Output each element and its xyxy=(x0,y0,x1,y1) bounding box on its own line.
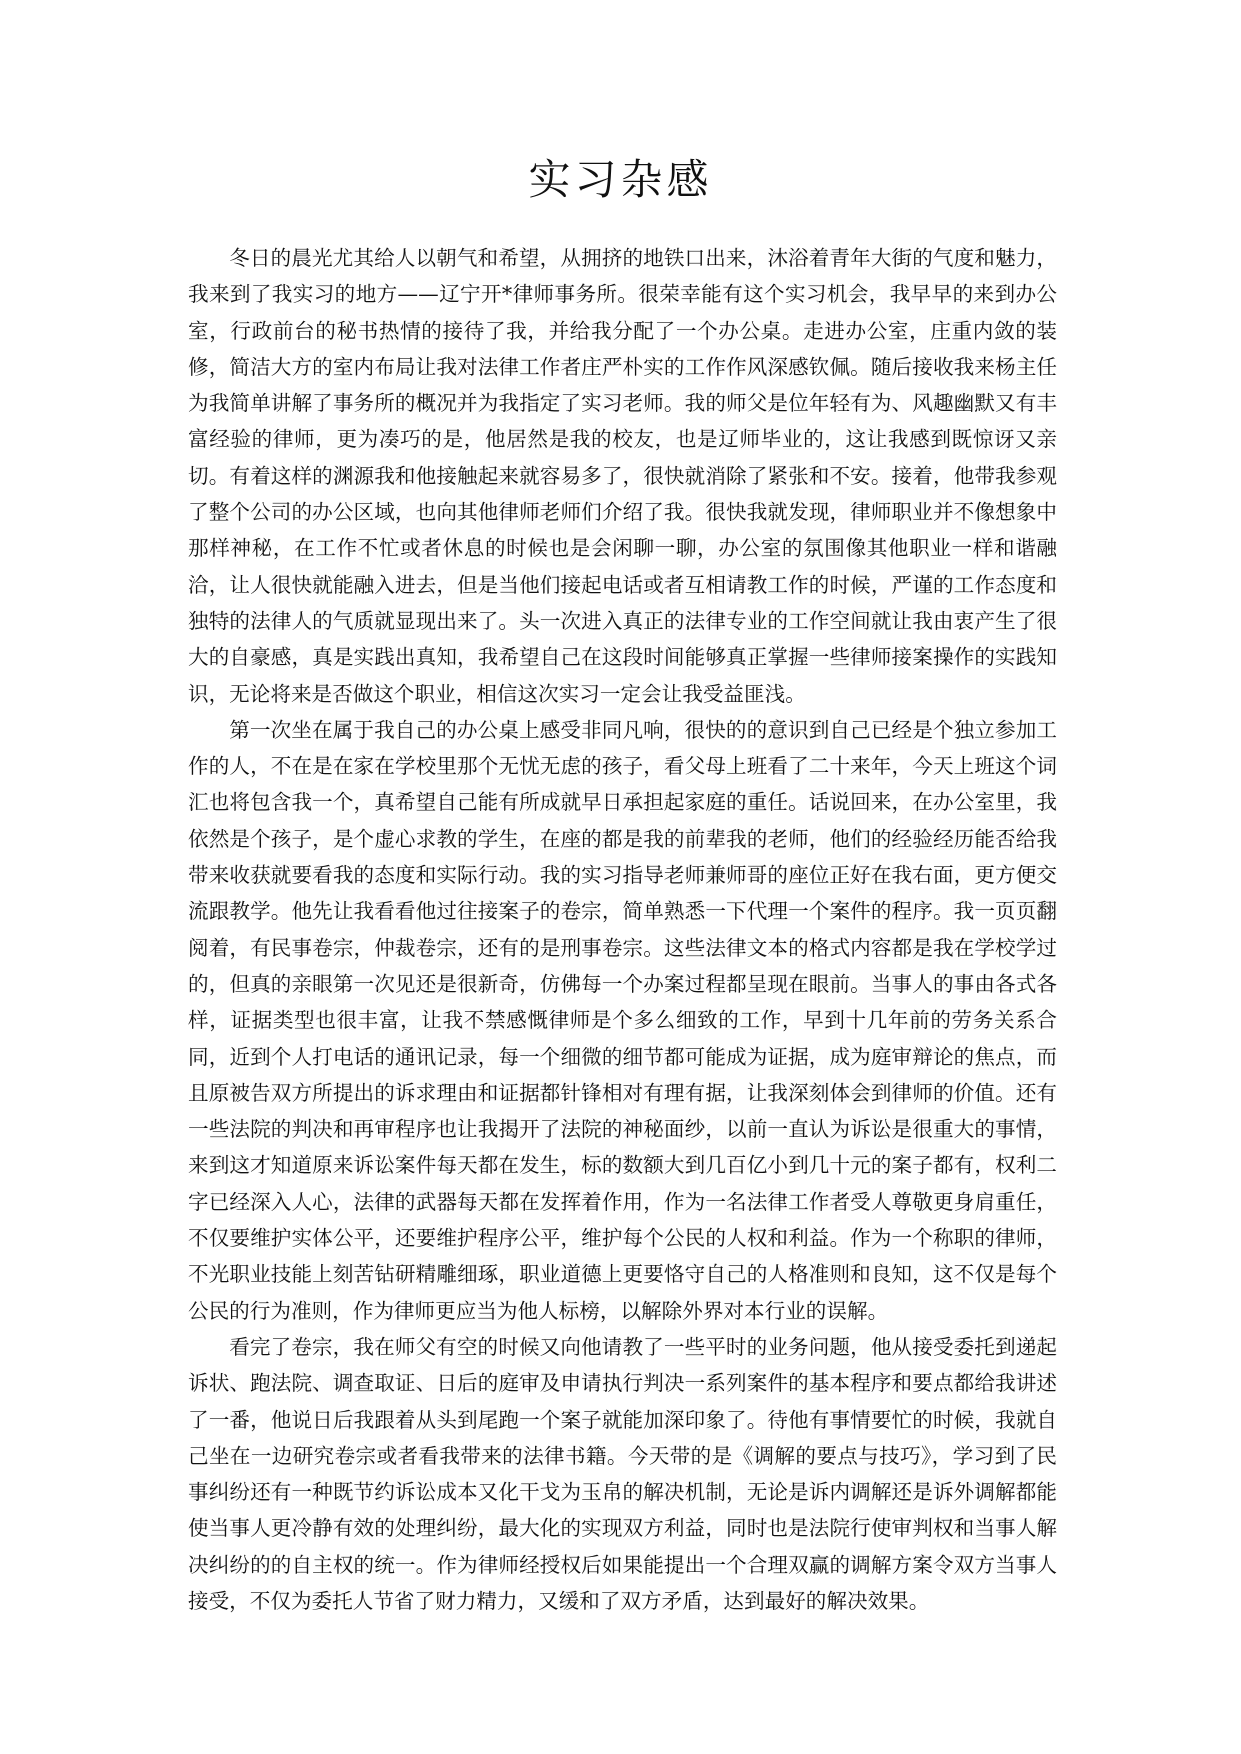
paragraph: 看完了卷宗，我在师父有空的时候又向他请教了一些平时的业务问题，他从接受委托到递起诉状、跑法院、调查取证、日后的庭审及申请执行判决一系列案件的基本程序和要点都给我讲述了一番，他说日后我跟着从头到尾跑一个案子就能加深印象了。待他有事情要忙的时候，我就自己坐在一边研究卷宗或者看我带来的法律书籍。今天带的是《调解的要点与技巧》，学习到了民事纠纷还有一种既节约诉讼成本又化干戈为玉帛的解决机制，无论是诉内调解还是诉外调解都能使当事人更冷静有效的处理纠纷，最大化的实现双方利益，同时也是法院行使审判权和当事人解决纠纷的的自主权的统一。作为律师经授权后如果能提出一个合理双赢的调解方案令双方当事人接受，不仅为委托人节省了财力精力，又缓和了双方矛盾，达到最好的解决效果。 xyxy=(188,1334,1057,1613)
paragraph: 第一次坐在属于我自己的办公桌上感受非同凡响，很快的的意识到自己已经是个独立参加工作的人，不在是在家在学校里那个无忧无虑的孩子，看父母上班看了二十来年，今天上班这个词汇也将包含我一个，真希望自己能有所成就早日承担起家庭的重任。话说回来，在办公室里，我依然是个孩子，是个虚心求教的学生，在座的都是我的前辈我的老师，他们的经验经历能否给我带来收获就要看我的态度和实际行动。我的实习指导老师兼师哥的座位正好在我右面，更方便交流跟教学。他先让我看看他过往接案子的卷宗，简单熟悉一下代理一个案件的程序。我一页页翻阅着，有民事卷宗，仲裁卷宗，还有的是刑事卷宗。这些法律文本的格式内容都是我在学校学过的，但真的亲眼第一次见还是很新奇，仿佛每一个办案过程都呈现在眼前。当事人的事由各式各样，证据类型也很丰富，让我不禁感慨律师是个多么细致的工作，早到十几年前的劳务关系合同，近到个人打电话的通讯记录，每一个细微的细节都可能成为证据，成为庭审辩论的焦点，而且原被告双方所提出的诉求理由和证据都针锋相对有理有据，让我深刻体会到律师的价值。还有一些法院的判决和再审程序也让我揭开了法院的神秘面纱，以前一直认为诉讼是很重大的事情，来到这才知道原来诉讼案件每天都在发生，标的数额大到几百亿小到几十元的案子都有，权利二字已经深入人心，法律的武器每天都在发挥着作用，作为一名法律工作者受人尊敬更身肩重任，不仅要维护实体公平，还要维护程序公平，维护每个公民的人权和利益。作为一个称职的律师，不光职业技能上刻苦钻研精雕细琢，职业道德上更要恪守自己的人格准则和良知，这不仅是每个公民的行为准则，作为律师更应当为他人标榜，以解除外界对本行业的误解。 xyxy=(188,717,1057,1323)
document-title: 实习杂感 xyxy=(528,155,713,204)
document-body xyxy=(188,240,1057,1619)
paragraph: 冬日的晨光尤其给人以朝气和希望，从拥挤的地铁口出来，沐浴着青年大街的气度和魅力，我来到了我实习的地方——辽宁开*律师事务所。很荣幸能有这个实习机会，我早早的来到办公室，行政前台的秘书热情的接待了我，并给我分配了一个办公桌。走进办公室，庄重内敛的装修，简洁大方的室内布局让我对法律工作者庄严朴实的工作作风深感钦佩。随后接收我来杨主任为我简单讲解了事务所的概况并为我指定了实习老师。我的师父是位年轻有为、风趣幽默又有丰富经验的律师，更为凑巧的是，他居然是我的校友，也是辽师毕业的，这让我感到既惊讶又亲切。有着这样的渊源我和他接触起来就容易多了，很快就消除了紧张和不安。接着，他带我参观了整个公司的办公区域，也向其他律师老师们介绍了我。很快我就发现，律师职业并不像想象中那样神秘，在工作不忙或者休息的时候也是会闲聊一聊，办公室的氛围像其他职业一样和谐融洽，让人很快就能融入进去，但是当他们接起电话或者互相请教工作的时候，严谨的工作态度和独特的法律人的气质就显现出来了。头一次进入真正的法律专业的工作空间就让我由衷产生了很大的自豪感，真是实践出真知，我希望自己在这段时间能够真正掌握一些律师接案操作的实践知识，无论将来是否做这个职业，相信这次实习一定会让我受益匪浅。 xyxy=(188,246,1057,706)
